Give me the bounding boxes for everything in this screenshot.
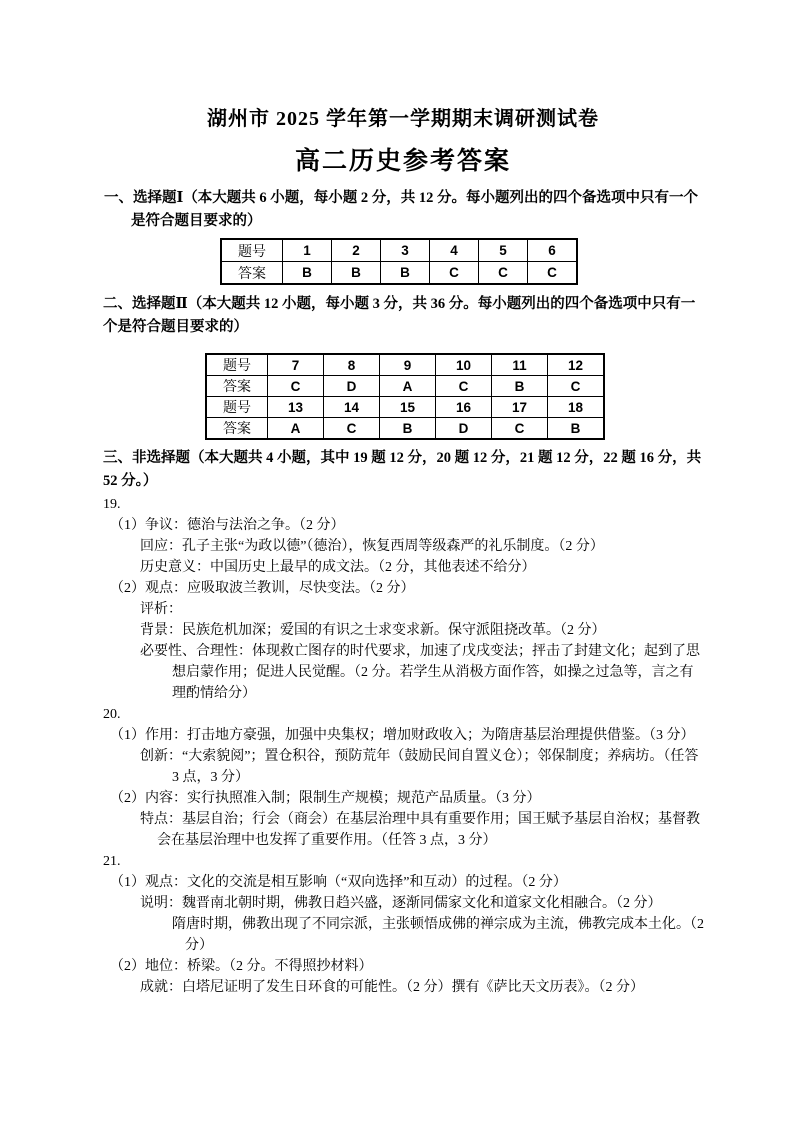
answer-line: 背景：民族危机加深；爱国的有识之士求变求新。保守派阻挠改革。（2 分） (140, 623, 606, 638)
answer-line: 21. (103, 854, 121, 869)
answer-cell: C (430, 262, 479, 285)
answer-cell: 18 (548, 397, 605, 418)
answer-cell: C (528, 262, 578, 285)
answer-cell: B (380, 418, 436, 440)
answer-line: 评析： (140, 602, 182, 617)
table-row (206, 397, 604, 418)
answer-cell: 2 (332, 239, 381, 262)
table-row (206, 418, 604, 440)
answer-line: 必要性、合理性：体现救亡图存的时代要求，加速了戊戌变法；抨击了封建文化；起到了思想启蒙作用；促进人民觉醒。（2 分。若学生从消极方面作答，如操之过急等，言之有理酌情给分） (140, 644, 700, 701)
answer-cell: 7 (268, 354, 324, 376)
answer-cell: A (268, 418, 324, 440)
answer-line: （2）观点：应吸取波兰教训，尽快变法。（2 分） (110, 581, 415, 596)
answer-cell: 16 (436, 397, 492, 418)
question-21-answer-block (100, 851, 706, 998)
answer-line: （1）作用：打击地方豪强，加强中央集权；增加财政收入；为隋唐基层治理提供借鉴。（3 分） (110, 728, 695, 743)
answer-cell: C (492, 418, 548, 440)
answer-cell: 4 (430, 239, 479, 262)
row-label-cell: 答案 (206, 418, 268, 440)
answer-cell: B (548, 418, 605, 440)
answer-line: 创新：“大索貌阅”；置仓积谷，预防荒年（鼓励民间自置义仓）；邻保制度；养病坊。（任答 3 点，3 分） (140, 749, 699, 785)
table-row (206, 354, 604, 376)
answer-cell: C (324, 418, 380, 440)
row-label-cell: 题号 (206, 354, 268, 376)
answer-cell: 9 (380, 354, 436, 376)
question-19-answer-block (100, 494, 706, 704)
free-response-answers (100, 494, 706, 998)
answer-cell: 6 (528, 239, 578, 262)
table-row (221, 262, 577, 285)
answer-cell: 15 (380, 397, 436, 418)
answer-line: 成就：白塔尼证明了发生日环食的可能性。（2 分）撰有《萨比天文历表》。（2 分） (140, 980, 644, 995)
answer-line: 隋唐时期，佛教出现了不同宗派，主张顿悟成佛的禅宗成为主流，佛教完成本土化。（2 分） (172, 917, 704, 953)
answer-cell: 8 (324, 354, 380, 376)
answer-cell: B (283, 262, 332, 285)
row-label-cell: 题号 (221, 239, 283, 262)
answer-cell: C (479, 262, 528, 285)
answer-line: （1）观点：文化的交流是相互影响（“双向选择”和互动）的过程。（2 分） (110, 875, 567, 890)
answer-table-2 (205, 353, 605, 440)
answer-cell: 12 (548, 354, 605, 376)
answer-cell: B (381, 262, 430, 285)
answer-cell: 17 (492, 397, 548, 418)
answer-line: 说明：魏晋南北朝时期，佛教日趋兴盛，逐渐同儒家文化和道家文化相融合。（2 分） (140, 896, 662, 911)
question-20-answer-block (100, 704, 706, 851)
answer-cell: D (436, 418, 492, 440)
answer-cell: 1 (283, 239, 332, 262)
answer-cell: B (492, 376, 548, 397)
answer-line: （2）地位：桥梁。（2 分。不得照抄材料） (110, 959, 373, 974)
answer-cell: 3 (381, 239, 430, 262)
answer-cell: 14 (324, 397, 380, 418)
answer-line: （1）争议：德治与法治之争。（2 分） (110, 518, 345, 533)
section-heading-choice2: 二、选择题Ⅱ（本大题共 12 小题，每小题 3 分，共 36 分。每小题列出的四个备选项中只有一个是符合题目要求的） (103, 296, 696, 335)
answer-cell: B (332, 262, 381, 285)
answer-cell: C (436, 376, 492, 397)
section-heading-non-choice: 三、非选择题（本大题共 4 小题，其中 19 题 12 分，20 题 12 分，21 题 12 分，22 题 16 分，共 52 分。） (103, 450, 702, 489)
answer-cell: C (548, 376, 605, 397)
answer-line: 19. (103, 497, 121, 512)
row-label-cell: 答案 (206, 376, 268, 397)
answer-table-1 (220, 238, 578, 285)
table-row (221, 239, 577, 262)
answer-cell: D (324, 376, 380, 397)
section-heading-choice1: 一、选择题Ⅰ（本大题共 6 小题，每小题 2 分，共 12 分。每小题列出的四个备选项中只有一个是符合题目要求的） (104, 190, 699, 229)
row-label-cell: 题号 (206, 397, 268, 418)
answer-line: （2）内容：实行执照准入制；限制生产规模；规范产品质量。（3 分） (110, 791, 541, 806)
answer-cell: C (268, 376, 324, 397)
document-title: 湖州市 2025 学年第一学期期末调研测试卷 (207, 108, 599, 130)
answer-cell: A (380, 376, 436, 397)
answer-cell: 5 (479, 239, 528, 262)
answer-line: 历史意义：中国历史上最早的成文法。（2 分，其他表述不给分） (140, 560, 536, 575)
answer-cell: 13 (268, 397, 324, 418)
answer-line: 特点：基层自治；行会（商会）在基层治理中具有重要作用；国王赋予基层自治权；基督教会在基层治理中也发挥了重要作用。（任答 3 点，3 分） (140, 812, 700, 848)
answer-line: 20. (103, 707, 121, 722)
answer-line: 回应：孔子主张“为政以德”（德治），恢复西周等级森严的礼乐制度。（2 分） (140, 539, 604, 554)
document-subtitle: 高二历史参考答案 (294, 147, 511, 175)
row-label-cell: 答案 (221, 262, 283, 285)
answer-cell: 11 (492, 354, 548, 376)
table-row (206, 376, 604, 397)
answer-cell: 10 (436, 354, 492, 376)
